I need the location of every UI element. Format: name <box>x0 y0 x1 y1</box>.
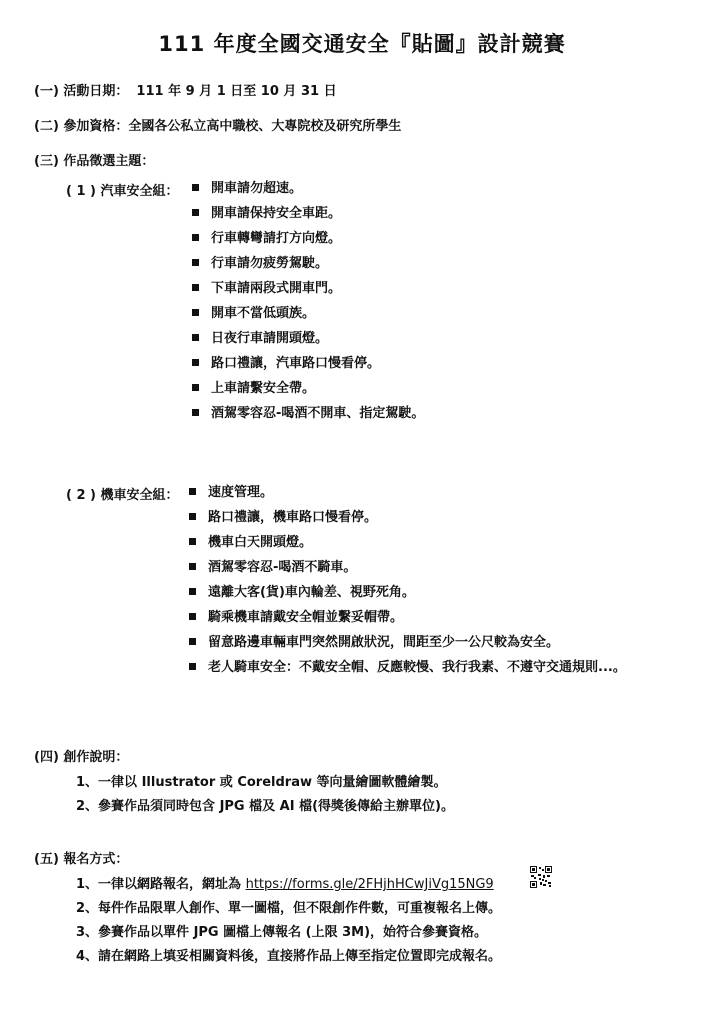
activity-date-value: 111 年 9 月 1 日至 10 月 31 日 <box>136 84 337 99</box>
bullet-square-icon <box>189 588 196 595</box>
registration-link[interactable]: https://forms.gle/2FHjhHCwJiVg15NG9 <box>245 877 494 892</box>
list-item: 1、一律以網路報名，網址為 https://forms.gle/2FHjhHCwJiVg15NG9 <box>76 877 494 892</box>
list-item: 下車請兩段式開車門。 <box>192 276 424 301</box>
eligibility-label: (二) 參加資格： <box>34 119 129 134</box>
list-item: 留意路邊車輛車門突然開啟狀況，間距至少一公尺較為安全。 <box>189 630 626 655</box>
list-item: 3、參賽作品以單件 JPG 圖檔上傳報名 (上限 3M)，始符合參賽資格。 <box>76 925 488 940</box>
list-item: 遠離大客(貨)車內輪差、視野死角。 <box>189 580 626 605</box>
list-item: 路口禮讓，機車路口慢看停。 <box>189 505 626 530</box>
bullet-square-icon <box>192 284 199 291</box>
bullet-square-icon <box>189 488 196 495</box>
registration-list <box>76 873 501 969</box>
bullet-square-icon <box>192 409 199 416</box>
bullet-square-icon <box>192 359 199 366</box>
bullet-square-icon <box>192 259 199 266</box>
list-item: 機車白天開頭燈。 <box>189 530 626 555</box>
creation-heading: (四) 創作說明： <box>34 750 129 765</box>
themes-heading: (三) 作品徵選主題： <box>34 154 155 169</box>
moto-group-list <box>189 480 626 680</box>
list-item: 1、一律以 Illustrator 或 Coreldraw 等向量繪圖軟體繪製。 <box>76 775 447 790</box>
list-item: 開車請保持安全車距。 <box>192 201 424 226</box>
list-item: 日夜行車請開頭燈。 <box>192 326 424 351</box>
bullet-square-icon <box>189 613 196 620</box>
car-group-label: ( 1 ) 汽車安全組： <box>66 184 179 199</box>
registration-heading: (五) 報名方式： <box>34 852 129 867</box>
bullet-square-icon <box>189 538 196 545</box>
bullet-square-icon <box>192 309 199 316</box>
list-item: 4、請在網路上填妥相關資料後，直接將作品上傳至指定位置即完成報名。 <box>76 949 502 964</box>
car-group-list <box>192 176 424 426</box>
activity-date-label: (一) 活動日期： <box>34 84 129 99</box>
list-item: 速度管理。 <box>189 480 626 505</box>
page-title: 111 年度全國交通安全『貼圖』設計競賽 <box>158 32 566 56</box>
eligibility-value: 全國各公私立高中職校、大專院校及研究所學生 <box>128 119 402 134</box>
activity-date-line <box>34 80 337 99</box>
bullet-square-icon <box>189 663 196 670</box>
list-item: 老人騎車安全：不戴安全帽、反應較慢、我行我素、不遵守交通規則...。 <box>189 655 626 680</box>
list-item: 行車轉彎請打方向燈。 <box>192 226 424 251</box>
bullet-square-icon <box>192 334 199 341</box>
bullet-square-icon <box>189 638 196 645</box>
list-item: 2、參賽作品須同時包含 JPG 檔及 AI 檔(得獎後傳給主辦單位)。 <box>76 799 454 814</box>
list-item: 行車請勿疲勞駕駛。 <box>192 251 424 276</box>
list-item: 開車不當低頭族。 <box>192 301 424 326</box>
bullet-square-icon <box>192 234 199 241</box>
list-item: 騎乘機車請戴安全帽並繫妥帽帶。 <box>189 605 626 630</box>
qr-code-icon <box>530 866 552 888</box>
bullet-square-icon <box>192 184 199 191</box>
eligibility-line <box>34 115 401 134</box>
list-item: 酒駕零容忍-喝酒不騎車。 <box>189 555 626 580</box>
list-item: 路口禮讓，汽車路口慢看停。 <box>192 351 424 376</box>
bullet-square-icon <box>192 209 199 216</box>
bullet-square-icon <box>189 513 196 520</box>
list-item: 2、每件作品限單人創作、單一圖檔，但不限創作件數，可重複報名上傳。 <box>76 901 502 916</box>
bullet-square-icon <box>189 563 196 570</box>
list-item: 開車請勿超速。 <box>192 176 424 201</box>
list-item: 酒駕零容忍-喝酒不開車、指定駕駛。 <box>192 401 424 426</box>
moto-group-label: ( 2 ) 機車安全組： <box>66 488 179 503</box>
creation-list <box>76 771 454 819</box>
bullet-square-icon <box>192 384 199 391</box>
list-item: 上車請繫安全帶。 <box>192 376 424 401</box>
